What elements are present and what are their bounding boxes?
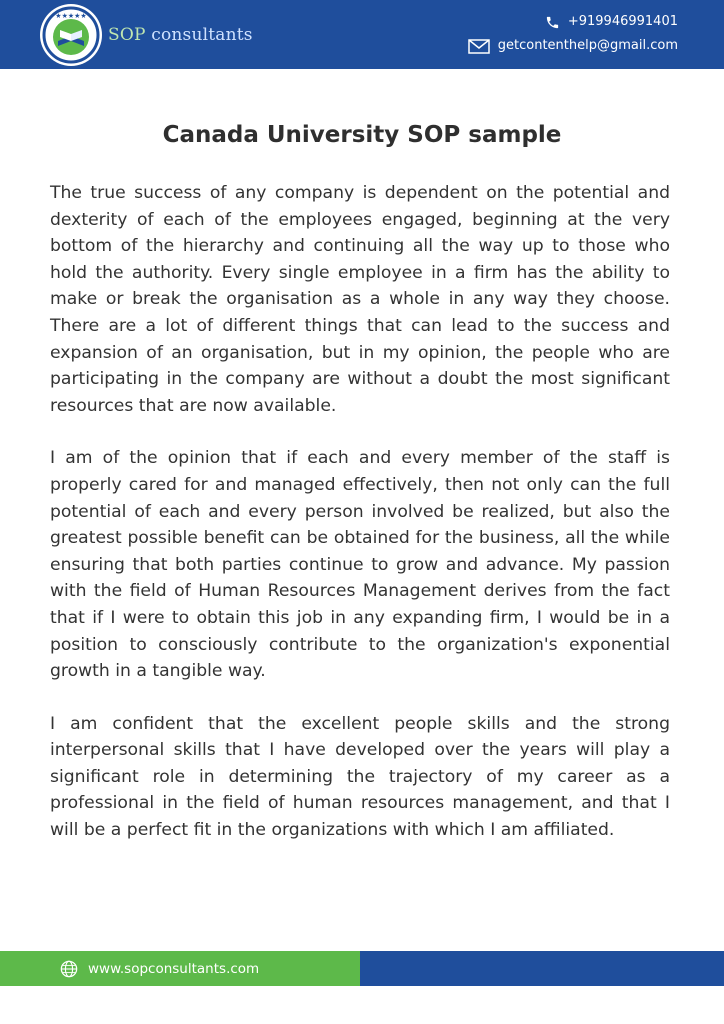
brand-name [108, 25, 253, 45]
paragraph-1: The true success of any company is dependent on the potential and dexterity of each of the employees engaged, beginning at the very bottom of the hierarchy and continuing all the way up to those who hold the authority. Every single employee in a firm has the ability to make or break the organisation as a whole in any way they choose. There are a lot of different things that can lead to the success and expansion of an organisation, but in my opinion, the people who are participating in the company are without a doubt the most significant resources that are now available. [50, 183, 670, 416]
footer-blue-band [360, 951, 724, 986]
document-body [50, 180, 670, 870]
globe-icon [60, 960, 78, 978]
website-link[interactable] [60, 951, 259, 986]
page-footer [0, 951, 724, 986]
brand-consultants: consultants [151, 25, 253, 45]
logo-badge [40, 4, 102, 66]
contact-block [468, 10, 678, 58]
phone-row[interactable] [468, 10, 678, 34]
email-address: getcontenthelp@gmail.com [497, 38, 678, 53]
website-url: www.sopconsultants.com [88, 960, 260, 977]
phone-number: +919946991401 [567, 14, 678, 29]
svg-text:★★★★★: ★★★★★ [55, 12, 87, 20]
page-header [0, 0, 724, 69]
page-title: Canada University SOP sample [162, 122, 562, 148]
phone-icon [545, 15, 560, 30]
brand-sop: SOP [108, 25, 146, 45]
open-book-icon [42, 6, 100, 64]
brand-logo[interactable] [40, 2, 253, 68]
paragraph-3: I am confident that the excellent people skills and the strong interpersonal skills that I have developed over the years will play a significant role in determining the trajectory of my career as a professional in the field of human resources management, and that I will be a perfect fit in the organizations with which I am affiliated. [50, 713, 670, 841]
mail-icon [468, 39, 490, 54]
email-row[interactable] [468, 34, 678, 58]
paragraph-2: I am of the opinion that if each and every member of the staff is properly cared for and managed effectively, then not only can the full potential of each and every person involved be realized, but also the greatest possible benefit can be obtained for the business, all the while ensuring that both parties continue to grow and advance. My passion with the field of Human Resources Management derives from the fact that if I were to obtain this job in any expanding firm, I would be in a position to consciously contribute to the organization's exponential growth in a tangible way. [50, 448, 670, 682]
